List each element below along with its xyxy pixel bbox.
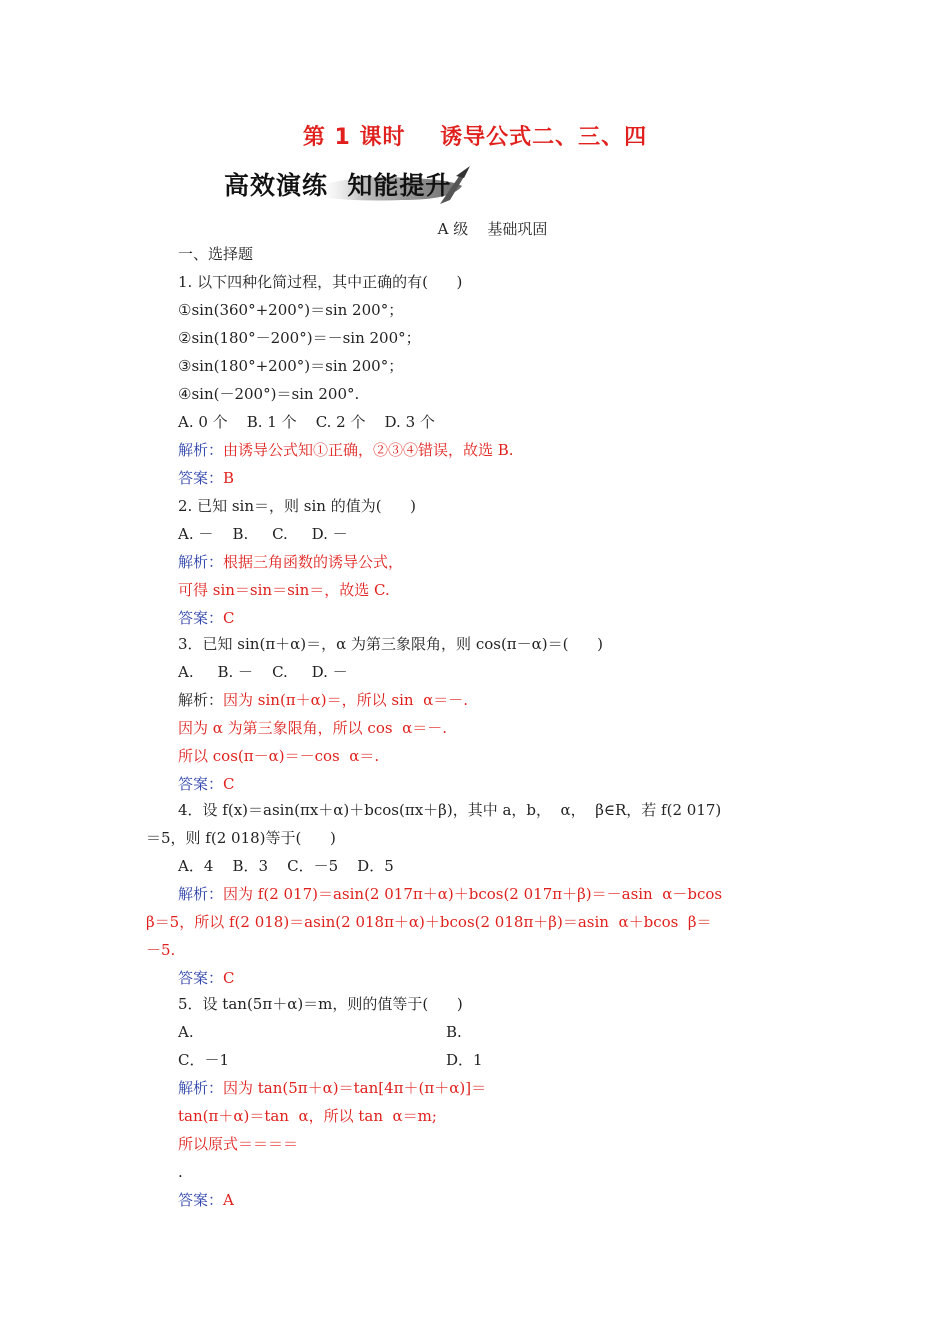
solution-text: 根据三角函数的诱导公式， <box>223 553 404 571</box>
question-4-stem: 4．设 f(x)＝asin(πx＋α)＋bcos(πx＋β)，其中 a，b， α， β∈R，若 f(2 017) <box>178 801 722 819</box>
question-5-solution <box>178 1078 486 1098</box>
question-4-answer <box>178 968 235 988</box>
question-1-item-4: ④sin(－200°)＝sin 200°. <box>178 385 360 403</box>
question-4-stem-line-2: ＝5，则 f(2 018)等于( ) <box>146 829 336 847</box>
question-2-options: A. － B. C. D. － <box>178 525 348 543</box>
answer-value: B <box>223 469 235 487</box>
question-3-solution-line-2: 因为 α 为第三象限角，所以 cos α＝－. <box>178 719 447 737</box>
banner-title: 高效演练 知能提升 <box>224 171 452 200</box>
question-4-solution-line-2: β＝5，所以 f(2 018)＝asin(2 018π＋α)＋bcos(2 018π＋β)＝asin α＋bcos β＝ <box>146 913 712 931</box>
question-5-answer <box>178 1190 234 1210</box>
question-2-solution <box>178 552 403 572</box>
question-1-stem: 1. 以下四种化简过程，其中正确的有( ) <box>178 273 463 291</box>
answer-value: C <box>223 969 235 987</box>
solution-text: 因为 f(2 017)＝asin(2 017π＋α)＋bcos(2 017π＋β)＝－asin α－bcos <box>223 885 723 903</box>
question-4-solution-line-3: －5. <box>146 941 176 959</box>
answer-label: 答案： <box>178 609 224 627</box>
question-5-stem: 5．设 tan(5π＋α)＝m，则的值等于( ) <box>178 995 463 1013</box>
answer-value: C <box>223 609 235 627</box>
solution-label: 解析： <box>178 691 224 709</box>
solution-text: 因为 tan(5π＋α)＝tan[4π＋(π＋α)]＝ <box>223 1079 487 1097</box>
question-1-answer <box>178 468 234 488</box>
solution-label: 解析： <box>178 1079 224 1097</box>
solution-text: 因为 sin(π＋α)＝，所以 sin α＝－. <box>223 691 468 709</box>
answer-label: 答案： <box>178 775 224 793</box>
question-5-solution-line-3: 所以原式＝＝＝＝ <box>178 1135 299 1153</box>
question-5-option-d: D．1 <box>446 1051 483 1069</box>
solution-text: 由诱导公式知①正确，②③④错误，故选 B. <box>223 441 514 459</box>
question-5-solution-line-2: tan(π＋α)＝tan α，所以 tan α＝m; <box>178 1107 437 1125</box>
level-heading: A 级 基础巩固 <box>437 220 548 238</box>
section-heading: 一、选择题 <box>178 245 254 263</box>
question-3-solution <box>178 690 468 710</box>
question-1-options: A. 0 个 B. 1 个 C. 2 个 D. 3 个 <box>178 413 435 431</box>
page-title: 第 1 课时 诱导公式二、三、四 <box>302 125 648 150</box>
answer-label: 答案： <box>178 1191 224 1209</box>
question-4-options: A．4 B．3 C．－5 D．5 <box>178 857 394 875</box>
question-4-solution <box>178 884 722 904</box>
answer-label: 答案： <box>178 469 224 487</box>
question-5-option-c: C．－1 <box>178 1051 230 1069</box>
question-1-item-3: ③sin(180°+200°)＝sin 200°； <box>178 357 404 375</box>
question-3-stem: 3．已知 sin(π＋α)＝，α 为第三象限角，则 cos(π－α)＝( ) <box>178 635 603 653</box>
question-3-options: A. B. － C. D. － <box>178 663 348 681</box>
question-1-item-2: ②sin(180°－200°)＝－sin 200°； <box>178 329 421 347</box>
question-2-solution-line-2: 可得 sin＝sin＝sin＝，故选 C. <box>178 581 390 599</box>
question-5-option-b: B. <box>446 1023 462 1041</box>
question-1-item-1: ①sin(360°+200°)＝sin 200°； <box>178 301 404 319</box>
question-3-solution-line-3: 所以 cos(π－α)＝－cos α＝. <box>178 747 380 765</box>
solution-label: 解析： <box>178 553 224 571</box>
question-2-answer <box>178 608 235 628</box>
answer-value: A <box>223 1191 234 1209</box>
question-3-answer <box>178 774 235 794</box>
solution-label: 解析： <box>178 885 224 903</box>
question-1-solution <box>178 440 514 460</box>
question-5-solution-line-4: . <box>178 1163 183 1181</box>
question-2-stem: 2. 已知 sin＝，则 sin 的值为( ) <box>178 497 417 515</box>
section-banner <box>222 160 472 210</box>
question-5-option-a: A. <box>178 1023 194 1041</box>
answer-label: 答案： <box>178 969 224 987</box>
answer-value: C <box>223 775 235 793</box>
solution-label: 解析： <box>178 441 224 459</box>
